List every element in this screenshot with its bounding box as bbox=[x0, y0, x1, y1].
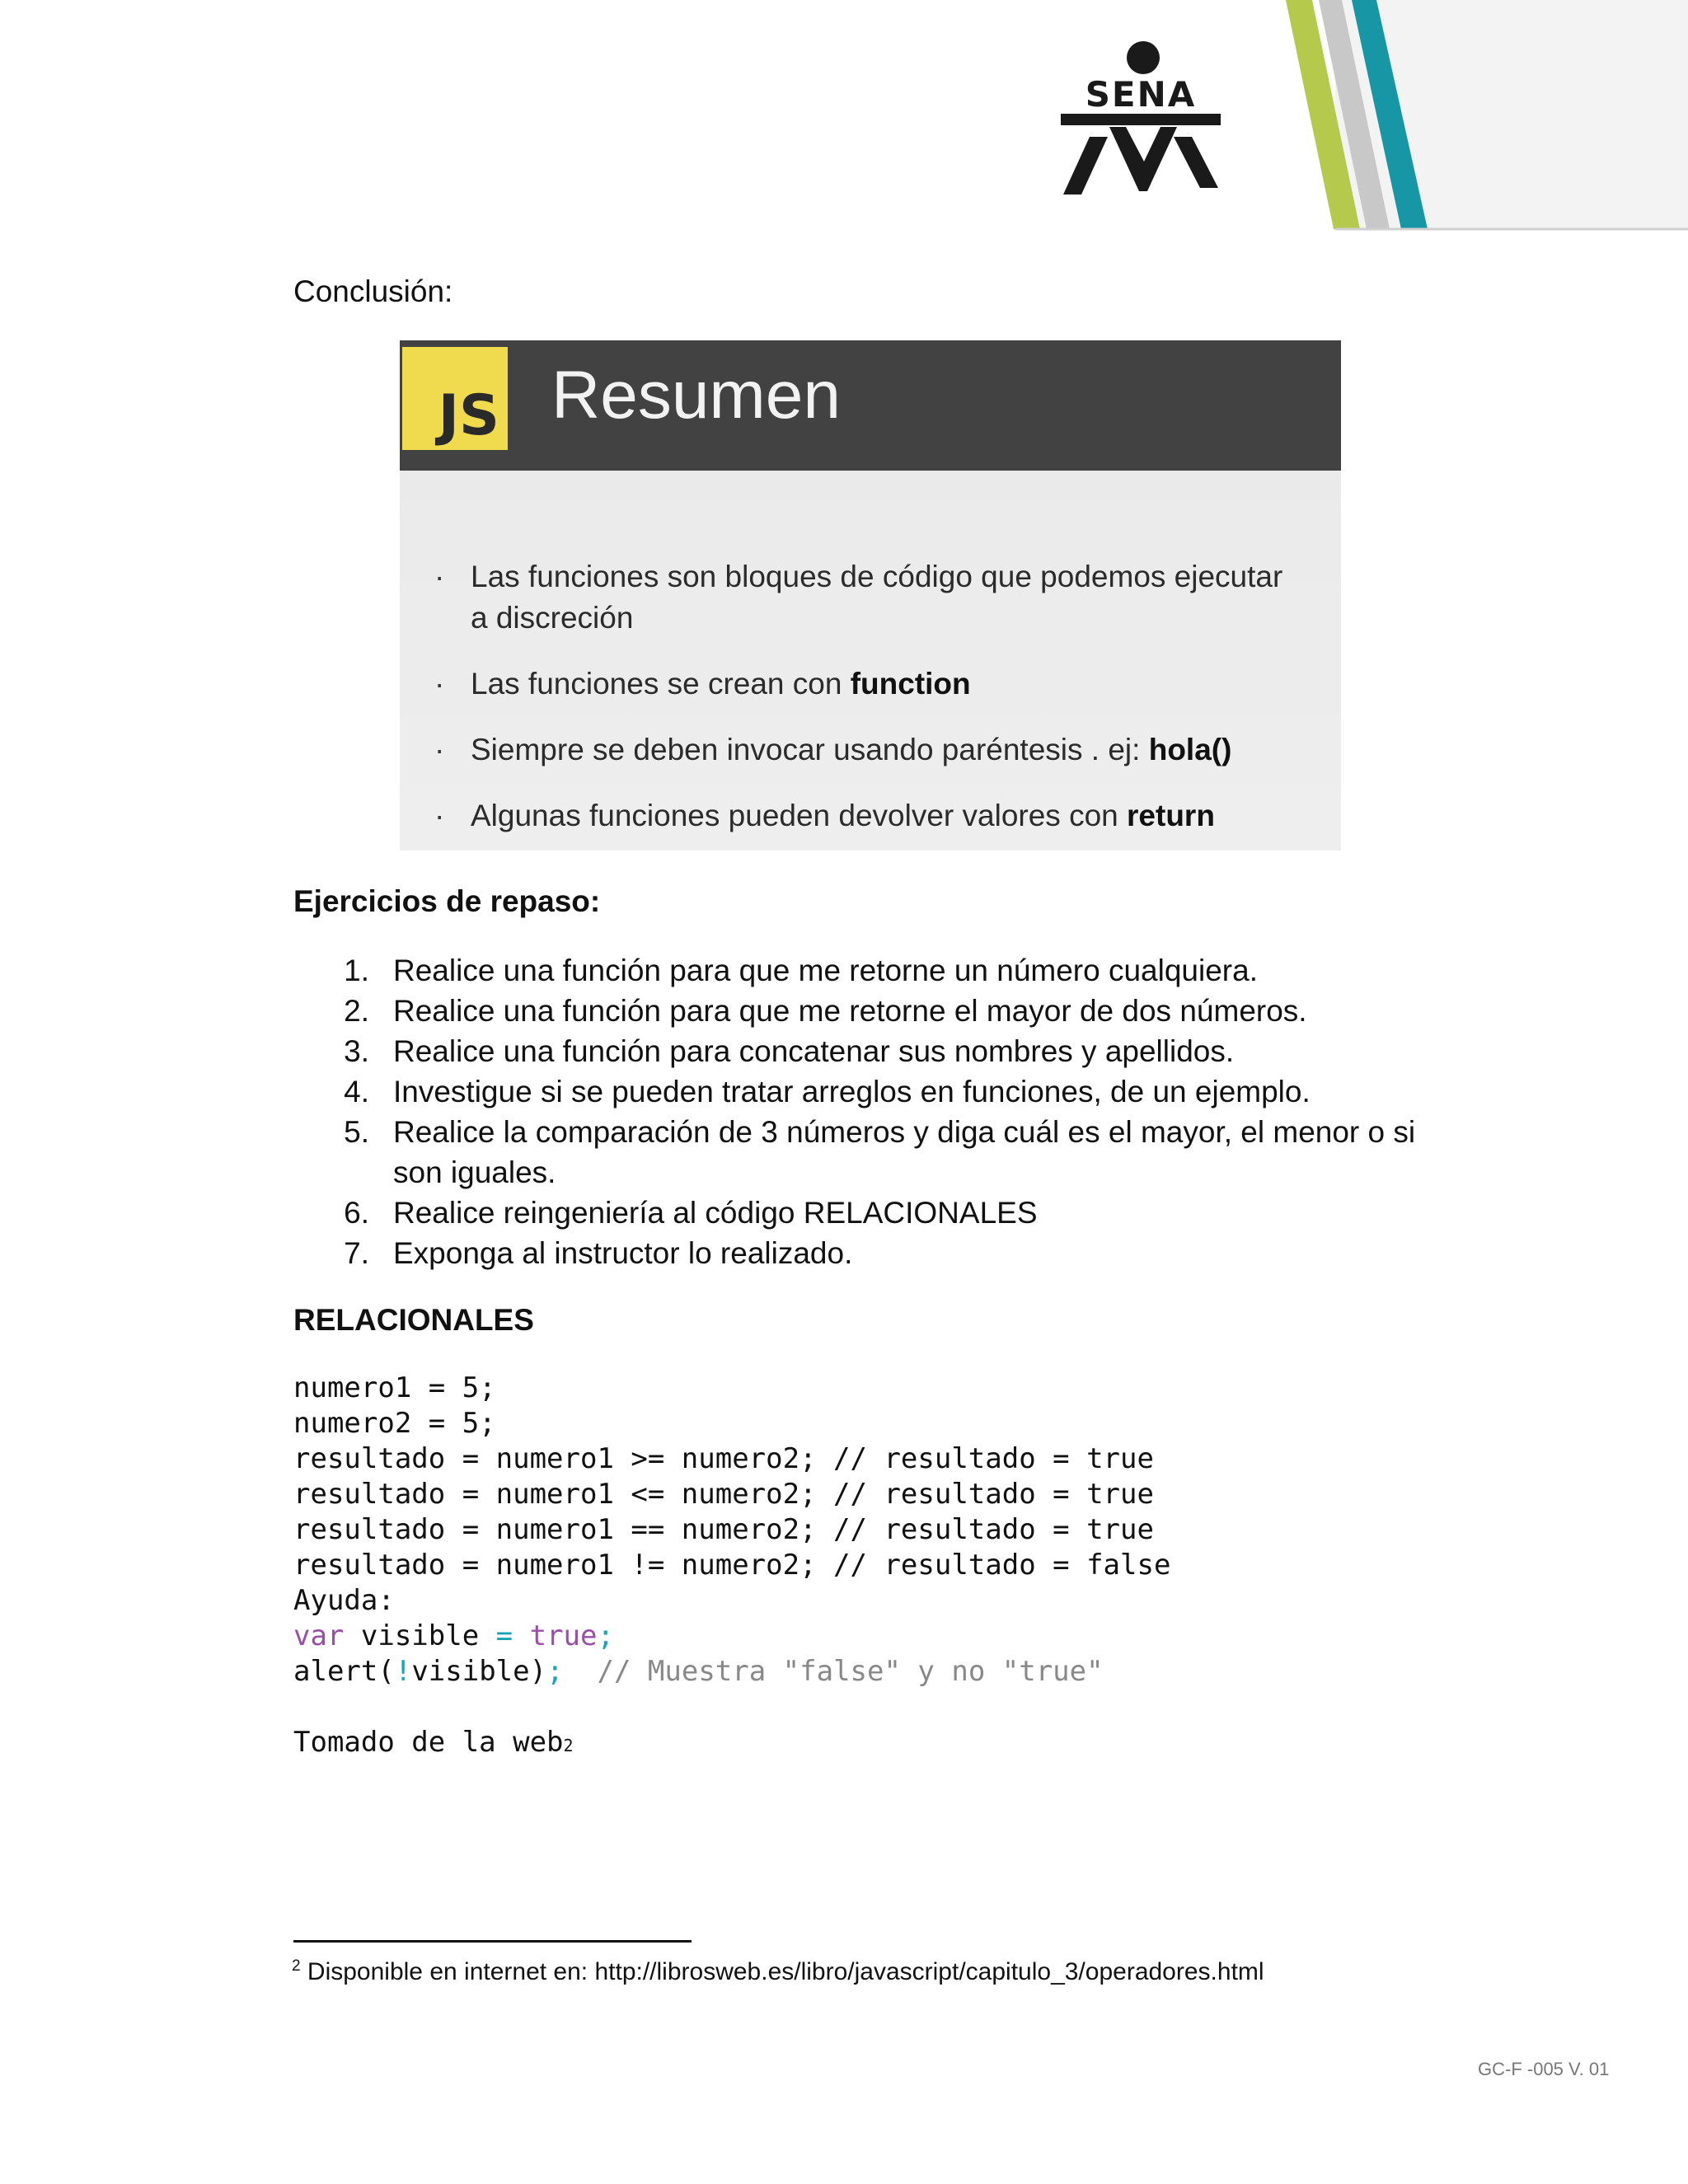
list-item: Realice reingeniería al código RELACIONALES bbox=[393, 1196, 1038, 1230]
conclusion-label: Conclusión: bbox=[293, 274, 453, 308]
code-line-alert: alert(!visible); // Muestra "false" y no "true" bbox=[293, 1655, 1104, 1688]
sena-logo bbox=[1058, 38, 1223, 203]
summary-bullet-4: Algunas funciones pueden devolver valores con return bbox=[471, 799, 1215, 832]
list-number: 1. bbox=[344, 954, 369, 987]
document-code: GC-F -005 V. 01 bbox=[1478, 2059, 1610, 2079]
list-number: 7. bbox=[344, 1236, 369, 1270]
list-number: 5. bbox=[344, 1115, 369, 1149]
exercises-title: Ejercicios de repaso: bbox=[293, 884, 601, 918]
list-number: 2. bbox=[344, 994, 369, 1028]
summary-bullet-3: Siempre se deben invocar usando paréntesis . ej: hola() bbox=[471, 733, 1232, 766]
list-item: Realice una función para que me retorne el mayor de dos números. bbox=[393, 994, 1307, 1028]
bullet-dot: · bbox=[434, 733, 445, 766]
footnote-divider bbox=[293, 1940, 692, 1943]
summary-slide bbox=[400, 340, 1341, 851]
source-note: Tomado de la web2 bbox=[293, 1726, 574, 1759]
code-line-var: var visible = true; bbox=[293, 1619, 614, 1652]
js-badge: JS bbox=[402, 347, 508, 450]
code-line: numero2 = 5; bbox=[293, 1407, 496, 1440]
bullet-dot: · bbox=[434, 667, 445, 701]
sena-logo-text: SENA bbox=[1085, 74, 1197, 115]
footnote-ref: 2 bbox=[563, 1736, 574, 1755]
code-line: numero1 = 5; bbox=[293, 1371, 496, 1404]
footnote: $^2$ Disponible en internet en: http://librosweb.es/libro/javascript/capitulo_3/operadores.html bbox=[292, 1957, 1264, 1985]
summary-header bbox=[400, 340, 1341, 471]
code-line: resultado = numero1 <= numero2; // resultado = true bbox=[293, 1478, 1154, 1511]
code-line: Ayuda: bbox=[293, 1584, 395, 1617]
list-number: 6. bbox=[344, 1196, 369, 1230]
list-item: Realice la comparación de 3 números y diga cuál es el mayor, el menor o si son iguales. bbox=[393, 1115, 1416, 1189]
list-item: Exponga al instructor lo realizado. bbox=[393, 1236, 853, 1270]
relacionales-title: RELACIONALES bbox=[293, 1303, 534, 1337]
list-number: 3. bbox=[344, 1034, 369, 1068]
list-item: Investigue si se pueden tratar arreglos en funciones, de un ejemplo. bbox=[393, 1075, 1311, 1108]
code-line: resultado = numero1 != numero2; // resultado = false bbox=[293, 1549, 1171, 1582]
code-line: resultado = numero1 >= numero2; // resultado = true bbox=[293, 1442, 1154, 1475]
bullet-dot: · bbox=[434, 799, 445, 832]
list-item: Realice una función para que me retorne un número cualquiera. bbox=[393, 954, 1258, 987]
list-item: Realice una función para concatenar sus nombres y apellidos. bbox=[393, 1034, 1235, 1068]
list-number: 4. bbox=[344, 1075, 369, 1108]
code-line: resultado = numero1 == numero2; // resultado = true bbox=[293, 1513, 1154, 1546]
header-stripes bbox=[1236, 0, 1688, 235]
summary-title: Resumen bbox=[551, 358, 841, 433]
summary-bullet-1: Las funciones son bloques de código que podemos ejecutar a discreción bbox=[471, 560, 1283, 635]
bullet-dot: · bbox=[434, 560, 445, 593]
summary-bullet-2: Las funciones se crean con function bbox=[471, 667, 971, 701]
